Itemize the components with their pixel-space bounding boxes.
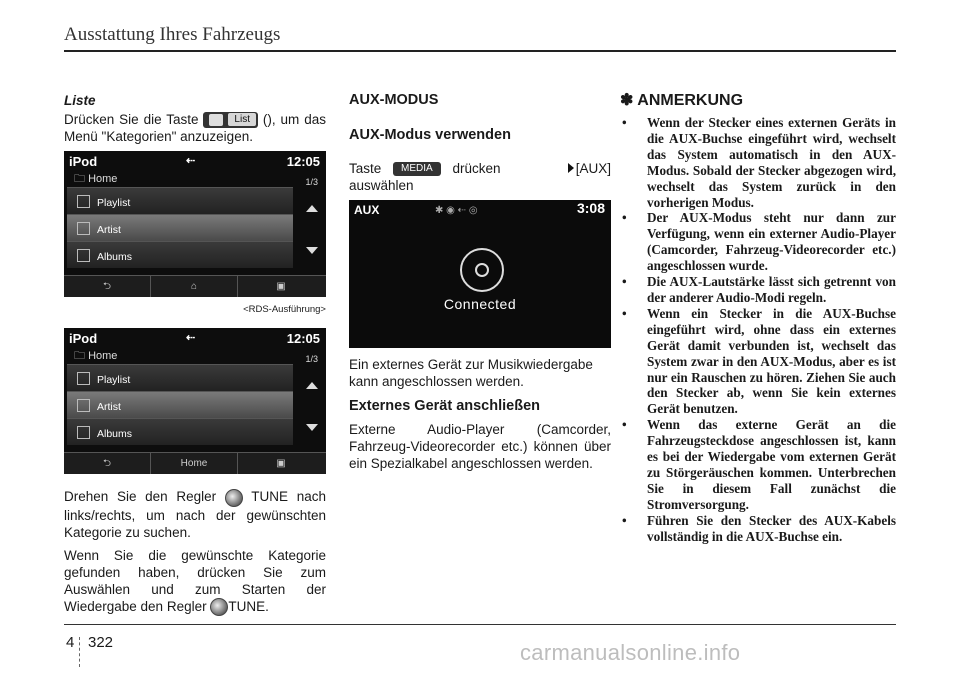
subsection-title-aux-use: AUX-Modus verwenden [349,127,511,143]
folder-up-icon: ▣ [276,458,286,470]
triangle-right-icon [568,163,574,173]
usb-icon: ⇠ [186,155,196,168]
status-icons: ✱ ◉ ⇠ ◎ [435,205,478,216]
scroll-arrows [299,366,323,450]
ipod-screen-standard [64,328,326,474]
paragraph-external-players: Externe Audio-Player (Camcorder, Fahrzeug-Videorecorder etc.) können über ein Spezialkabel angeschlossen werden. [349,422,611,471]
ipod-screen-rds [64,151,326,297]
list-item: Artist [67,391,293,418]
folder-up-icon: ▣ [276,281,286,293]
albums-icon [77,249,90,262]
screen-source-label: iPod [69,331,98,347]
media-button-graphic: MEDIA [393,162,441,176]
list-item: Albums [67,418,293,445]
home-folder-label: 🗀 Home [74,350,118,363]
note-list [620,115,896,544]
menu-icon [209,114,223,126]
screen-bottom-bar [64,452,326,474]
list-item: Albums [67,241,293,268]
screen-source-label: AUX [354,203,380,217]
page-number: 322 [88,634,114,651]
page-indicator: 1/3 [305,354,318,365]
paragraph-tune-press: Wenn Sie die gewünschte Kategorie gefunden haben, drücken Sie zum Auswählen und zum Starten der Wiedergabe den Regler TUNE. [64,547,326,616]
scroll-up-icon [306,205,318,212]
aux-screen [349,200,611,348]
playlist-icon [77,372,90,385]
middle-column [349,92,611,478]
albums-icon [77,426,90,439]
section-title-liste: Liste [64,93,96,108]
screen-clock: 3:08 [576,200,605,216]
subsection-title-connect: Externes Gerät anschließen [349,398,540,414]
scroll-down-icon [306,424,318,431]
paragraph-media-button: Taste MEDIA drücken [AUX] auswählen [349,161,611,193]
paragraph-tune-turn: Drehen Sie den Regler TUNE nach links/rechts, um nach der gewünschten Kategorie zu suchen. [64,489,326,540]
header-rule [64,50,896,52]
section-title-aux-mode: AUX-MODUS [349,92,439,108]
scroll-down-icon [306,247,318,254]
running-header: Ausstattung Ihres Fahrzeugs [64,24,281,45]
left-column [64,92,326,622]
playlist-icon [77,195,90,208]
home-softkey: Home [151,453,238,474]
list-item: • Der AUX-Modus steht nur dann zur Verfügung, wenn ein externer Audio-Player (Camcorder, Fahrzeug-Videorecorder etc.) angeschlossen wurde. [620,210,896,274]
screen-clock: 12:05 [286,331,320,347]
back-icon: ⮌ [64,453,151,474]
tune-knob-icon [225,489,243,507]
list-item: • Wenn das externe Gerät an die Fahrzeugsteckdose angeschlossen ist, kann es bei der Wiedergabe vom externen Gerät zu Störgeräuschen kommen. Unterbrechen Sie in diesem Fall zunächst die Stromversorgung. [620,417,896,512]
connection-status: Connected [443,296,517,312]
chapter-number: 4 [66,634,75,651]
list-item: Playlist [67,187,293,214]
footer-divider [79,637,80,667]
figure-caption: <RDS-Ausführung> [243,304,326,316]
list-item: Playlist [67,364,293,391]
paragraph-list-button: Drücken Sie die Taste List (), um das Menü "Kategorien" anzuzeigen. [64,112,326,145]
screen-clock: 12:05 [286,154,320,170]
right-column [620,92,896,544]
screen-source-label: iPod [69,154,98,170]
screen-bottom-bar [64,275,326,297]
home-icon: ⌂ [151,276,238,297]
scroll-up-icon [306,382,318,389]
list-item: • Führen Sie den Stecker des AUX-Kabels vollständig in die AUX-Buchse ein. [620,513,896,545]
artist-icon [77,222,90,235]
list-item: • Die AUX-Lautstärke lässt sich getrennt von der anderer Audio-Modi regeln. [620,274,896,306]
home-folder-label: 🗀 Home [74,173,118,186]
scroll-arrows [299,189,323,273]
paragraph-external-device: Ein externes Gerät zur Musikwiedergabe kann angeschlossen werden. [349,357,593,389]
footer-rule [64,624,896,625]
usb-icon: ⇠ [186,332,196,345]
list-button-graphic: List [203,112,258,128]
disc-icon [460,248,504,292]
note-title: ✽ ANMERKUNG [620,92,744,109]
artist-icon [77,399,90,412]
list-item: • Wenn ein Stecker in die AUX-Buchse eingeführt wird, ohne dass ein externes Gerät damit verbunden ist, wechselt das System zwar in den AUX-Modus, aber es ist nur ein Rauschen zu hören. Ziehen Sie auch den Stecker ab, wenn Sie kein externes Gerät benutzen. [620,306,896,417]
list-item: Artist [67,214,293,241]
watermark: carmanualsonline.info [520,640,741,665]
tune-knob-icon [210,598,228,616]
page-indicator: 1/3 [305,177,318,188]
back-icon: ⮌ [64,276,151,297]
list-item: • Wenn der Stecker eines externen Geräts in die AUX-Buchse eingeführt wird, wechselt das System automatisch in den AUX-Modus. Sobald der Stecker abgezogen wird, wechselt das System zurück in den vorherigen Modus. [620,115,896,210]
